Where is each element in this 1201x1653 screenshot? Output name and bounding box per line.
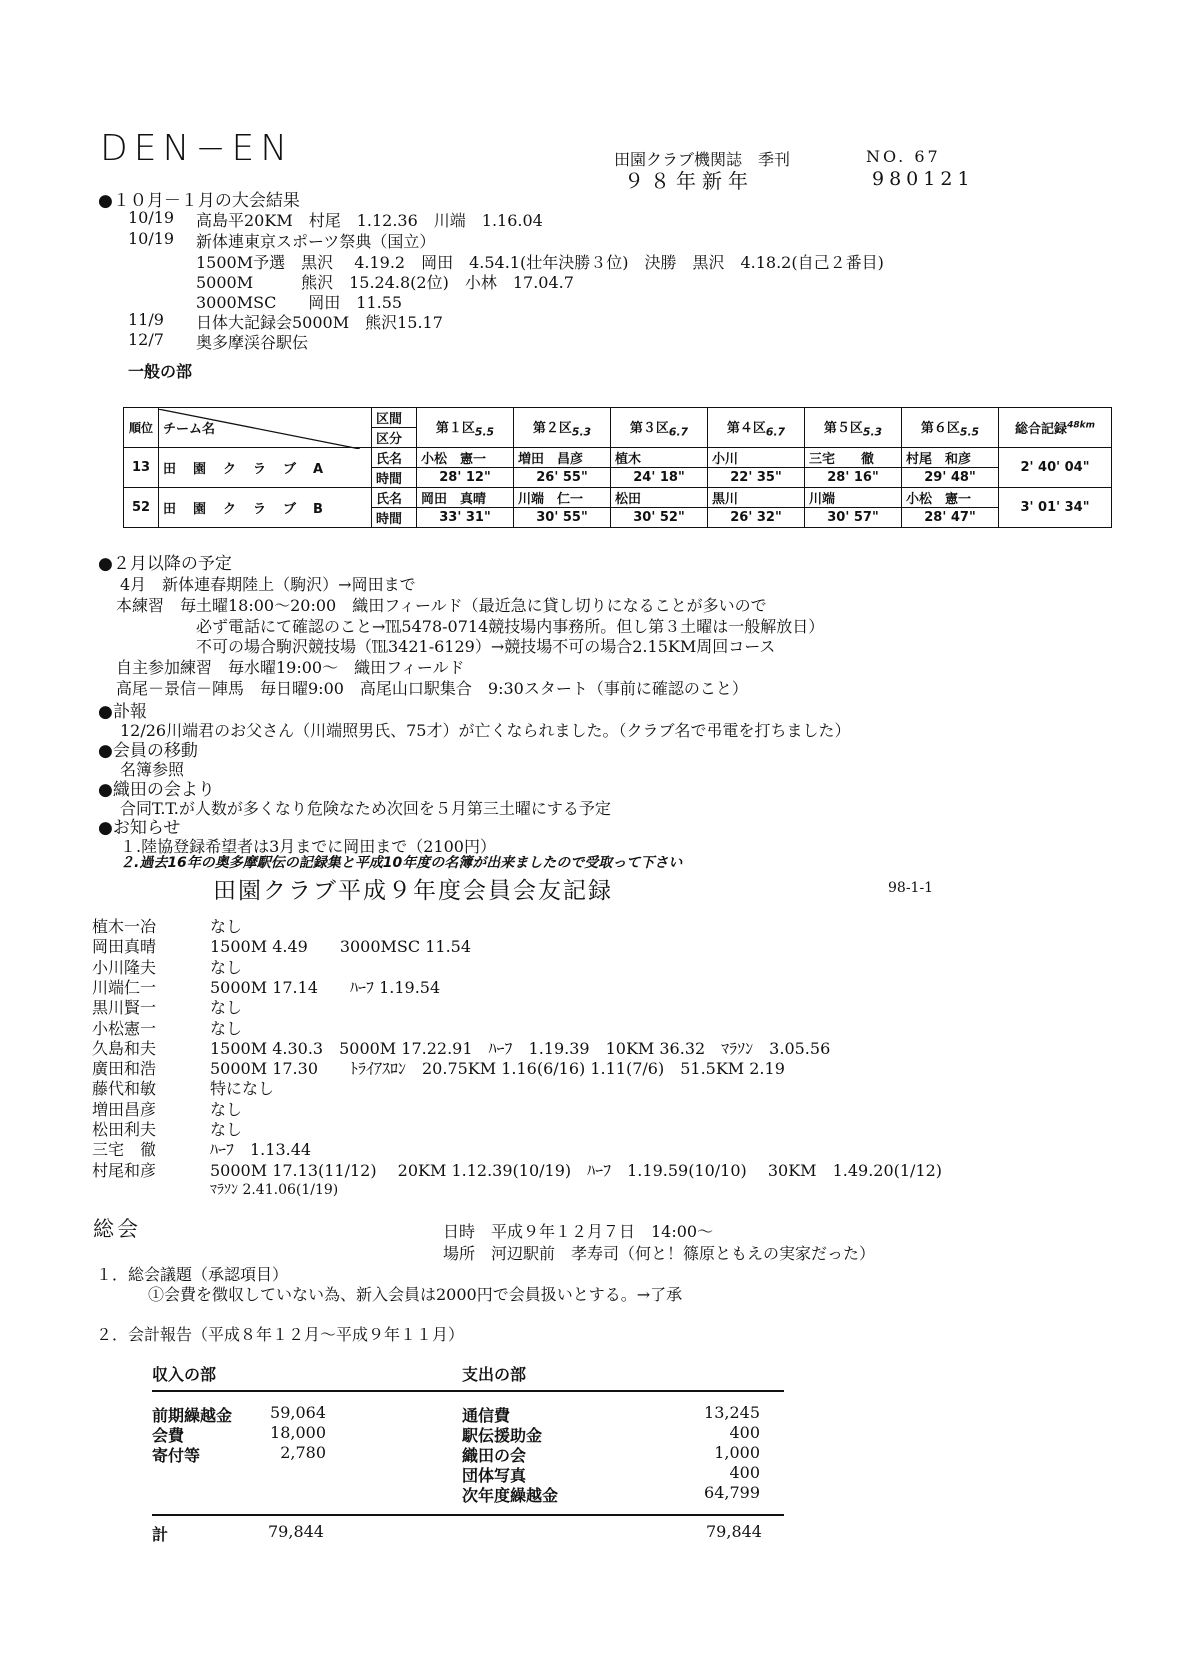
member-name: 久島和夫	[92, 1038, 157, 1058]
notice-text: 合同T.T.が人数が多くなり危険なため次回を５月第三土曜にする予定	[120, 799, 611, 818]
result-line: 奥多摩渓谷駅伝	[196, 333, 309, 352]
schedule-line: 4月 新体連春期陸上（駒沢）→岡田まで	[120, 575, 416, 594]
oshirase-line-2: ２.過去16年の奥多摩駅伝の記録集と平成10年度の名簿が出来ましたので受取って下さい	[120, 855, 683, 871]
notice-text: 名簿参照	[120, 760, 185, 779]
income-amount: 59,064	[270, 1403, 326, 1422]
schedule-line: 本練習 毎土曜18:00～20:00 織田フィールド（最近急に貸し切りになることが多いので	[116, 596, 767, 615]
member-name: 増田昌彦	[92, 1099, 157, 1119]
leg-time: 30' 52"	[611, 508, 708, 528]
meeting-place: 場所 河辺駅前 孝寿司（何と！篠原ともえの実家だった）	[443, 1244, 876, 1263]
leg-time: 26' 32"	[708, 508, 805, 528]
member-record: なし	[210, 998, 243, 1018]
member-name: 廣田和浩	[92, 1059, 157, 1079]
member-record: 5000M 17.14 ﾊｰﾌ 1.19.54	[210, 977, 441, 997]
member-name: 松田利夫	[92, 1120, 157, 1139]
results-heading: ●１０月－１月の大会結果	[98, 191, 300, 211]
result-date: 12/7	[128, 330, 164, 349]
leg-time: 24' 18"	[611, 468, 708, 488]
expense-label: 通信費	[462, 1406, 511, 1425]
member-record: 5000M 17.30 ﾄﾗｲｱｽﾛﾝ 20.75KM 1.16(6/16) 1.11(7/6) 51.5KM 2.19	[210, 1059, 785, 1079]
schedule-line: 自主参加練習 毎水曜19:00～ 織田フィールド	[116, 658, 465, 677]
rank-header: 順位	[124, 408, 159, 448]
team-rank: 13	[124, 448, 159, 488]
result-date: 10/19	[128, 208, 175, 227]
team-header-diagonal	[158, 409, 360, 449]
team-name: 田 園 ク ラ ブ B	[159, 488, 372, 528]
report-heading: ２．会計報告（平成８年１２月～平成９年１１月）	[96, 1325, 465, 1344]
leg-header-4: 第４区$_{6.7}$	[708, 408, 805, 448]
expense-heading: 支出の部	[462, 1365, 527, 1384]
time-row-label: 時間	[372, 508, 417, 528]
team-header-label: チーム名	[163, 422, 216, 437]
member-record: 1500M 4.30.3 5000M 17.22.91 ﾊｰﾌ 1.19.39 10KM 36.32 ﾏﾗｿﾝ 3.05.56	[210, 1038, 831, 1058]
org-name: 田園クラブ機関誌 季刊	[614, 150, 791, 169]
runner-name: 増田 昌彦	[514, 448, 611, 468]
member-name: 植木一冶	[92, 917, 157, 936]
team-total-time: 2' 40' 04"	[999, 448, 1112, 488]
meeting-title: 総会	[93, 1217, 141, 1241]
kukan-header: 区間	[372, 408, 417, 428]
expense-amount: 1,000	[714, 1443, 760, 1462]
member-name: 川端仁一	[92, 977, 157, 997]
member-record: 5000M 17.13(11/12) 20KM 1.12.39(10/19) ﾊｰﾌ 1.19.59(10/10) 30KM 1.49.20(1/12)	[210, 1160, 943, 1180]
income-label: 前期繰越金	[152, 1406, 233, 1425]
records-code: 98-1-1	[888, 880, 934, 896]
team-total-time: 3' 01' 34"	[999, 488, 1112, 528]
result-date: 10/19	[128, 229, 175, 248]
runner-name: 川端	[805, 488, 902, 508]
kubun-header: 区分	[372, 428, 417, 448]
issue-season: ９８年新年	[624, 169, 754, 193]
result-date: 11/9	[128, 310, 164, 329]
member-name: 藤代和敏	[92, 1079, 157, 1099]
leg-header-1: 第１区$_{5.5}$	[417, 408, 514, 448]
leg-header-2: 第２区$_{5.3}$	[514, 408, 611, 448]
name-row-label: 氏名	[372, 488, 417, 508]
agenda-item: ①会費を徴収していない為、新入会員は2000円で会員扱いとする。→了承	[148, 1285, 683, 1304]
leg-time: 33' 31"	[417, 508, 514, 528]
member-record: なし	[210, 1018, 243, 1038]
total-header: 総合記録$^{48km}$	[999, 408, 1112, 448]
member-record: 1500M 4.49 3000MSC 11.54	[210, 937, 472, 957]
time-row-label: 時間	[372, 468, 417, 488]
member-record: 特になし	[210, 1079, 275, 1099]
member-name: 小川隆夫	[92, 957, 157, 977]
member-record: なし	[210, 917, 243, 936]
relay-team-name-row	[124, 448, 1112, 468]
member-name: 村尾和彦	[92, 1160, 157, 1180]
result-line: 3000MSC 岡田 11.55	[196, 293, 403, 312]
member-name: 岡田真晴	[92, 937, 157, 957]
meeting-datetime: 日時 平成９年１２月７日 14:00～	[443, 1222, 714, 1241]
schedule-line: 必ず電話にて確認のこと→℡5478-0714競技場内事務所。但し第３土曜は一般解放日）	[196, 617, 825, 636]
income-heading: 収入の部	[152, 1365, 217, 1384]
leg-time: 26' 55"	[514, 468, 611, 488]
member-record: ﾊｰﾌ 1.13.44	[210, 1140, 312, 1160]
member-record: なし	[210, 1099, 243, 1119]
notice-heading: ●会員の移動	[98, 741, 198, 761]
member-record: なし	[210, 957, 243, 977]
notice-text: 12/26川端君のお父さん（川端照男氏、75才）が亡くなられました。（クラブ名で弔電を打ちました）	[120, 721, 851, 740]
leg-time: 28' 16"	[805, 468, 902, 488]
expense-amount: 64,799	[704, 1483, 760, 1502]
leg-time: 28' 12"	[417, 468, 514, 488]
agenda-heading: １．総会議題（承認項目）	[96, 1265, 289, 1284]
member-record: なし	[210, 1120, 243, 1139]
leg-header-6: 第６区$_{5.5}$	[902, 408, 999, 448]
leg-time: 22' 35"	[708, 468, 805, 488]
runner-name: 黒川	[708, 488, 805, 508]
expense-label: 次年度繰越金	[462, 1486, 559, 1505]
total-label: 計	[152, 1525, 169, 1544]
runner-name: 岡田 真晴	[417, 488, 514, 508]
relay-section-label: 一般の部	[128, 362, 193, 381]
leg-time: 30' 55"	[514, 508, 611, 528]
income-label: 寄付等	[152, 1446, 201, 1465]
leg-time: 30' 57"	[805, 508, 902, 528]
member-name: 黒川賢一	[92, 998, 157, 1018]
notice-heading: ●織田の会より	[98, 780, 215, 800]
runner-name: 三宅 徹	[805, 448, 902, 468]
result-line: 1500M予選 黒沢 4.19.2 岡田 4.54.1(壮年決勝３位) 決勝 黒沢 4.18.2(自己２番目)	[196, 253, 884, 272]
expense-label: 団体写真	[462, 1466, 527, 1485]
name-row-label: 氏名	[372, 448, 417, 468]
income-amount: 2,780	[280, 1443, 326, 1462]
income-total: 79,844	[268, 1522, 324, 1541]
runner-name: 村尾 和彦	[902, 448, 999, 468]
expense-amount: 400	[729, 1463, 760, 1482]
leg-header-3: 第３区$_{6.7}$	[611, 408, 708, 448]
expense-amount: 400	[729, 1423, 760, 1442]
team-name: 田 園 ク ラ ブ A	[159, 448, 372, 488]
runner-name: 小松 憲一	[902, 488, 999, 508]
team-rank: 52	[124, 488, 159, 528]
income-label: 会費	[152, 1426, 185, 1445]
result-line: 5000M 熊沢 15.24.8(2位) 小林 17.04.7	[196, 273, 574, 292]
newsletter-title: DEN−EN	[100, 128, 294, 169]
leg-header-5: 第５区$_{5.3}$	[805, 408, 902, 448]
runner-name: 川端 仁一	[514, 488, 611, 508]
schedule-line: 不可の場合駒沢競技場（℡3421-6129）→競技場不可の場合2.15KM周回コース	[196, 637, 776, 656]
expense-label: 織田の会	[462, 1446, 527, 1465]
result-line: 日体大記録会5000M 熊沢15.17	[196, 313, 443, 332]
schedule-line: 高尾－景信－陣馬 毎日曜9:00 高尾山口駅集合 9:30スタート（事前に確認のこと）	[116, 679, 748, 698]
relay-team-name-row	[124, 488, 1112, 508]
runner-name: 松田	[611, 488, 708, 508]
issue-date-code: 980121	[872, 168, 975, 190]
notice-heading: ●訃報	[98, 702, 147, 722]
result-line: 高島平20KM 村尾 1.12.36 川端 1.16.04	[196, 211, 543, 230]
records-title: 田園クラブ平成９年度会員会友記録	[213, 878, 613, 904]
runner-name: 植木	[611, 448, 708, 468]
expense-amount: 13,245	[704, 1403, 760, 1422]
issue-number: NO. 67	[866, 147, 941, 166]
expense-total: 79,844	[706, 1522, 762, 1541]
runner-name: 小川	[708, 448, 805, 468]
accounts-bottom-rule	[152, 1514, 784, 1516]
schedule-heading: ●２月以降の予定	[98, 554, 232, 574]
oshirase-line-1: １.陸協登録希望者は3月までに岡田まで（2100円）	[120, 837, 496, 856]
member-name: 小松憲一	[92, 1018, 157, 1038]
member-name: 三宅 徹	[92, 1140, 157, 1160]
result-line: 新体連東京スポーツ祭典（国立）	[196, 232, 436, 251]
leg-time: 29' 48"	[902, 468, 999, 488]
leg-time: 28' 47"	[902, 508, 999, 528]
oshirase-heading: ●お知らせ	[98, 818, 181, 838]
runner-name: 小松 憲一	[417, 448, 514, 468]
record-continuation: ﾏﾗｿﾝ 2.41.06(1/19)	[210, 1182, 339, 1198]
expense-label: 駅伝援助金	[462, 1426, 543, 1445]
income-amount: 18,000	[270, 1423, 326, 1442]
accounts-top-rule	[152, 1390, 784, 1392]
